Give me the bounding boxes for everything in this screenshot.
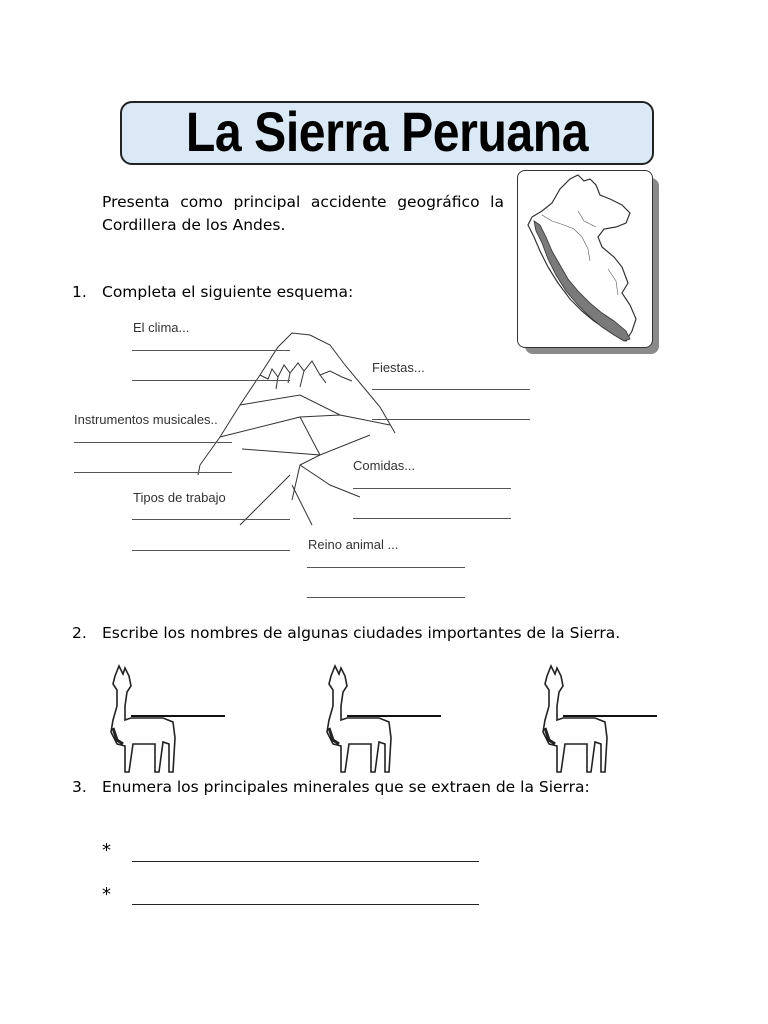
llama-icon: [535, 662, 660, 777]
label-comidas: Comidas...: [353, 458, 416, 473]
peru-map-frame: [517, 170, 653, 348]
question-number: 2.: [72, 624, 87, 642]
answer-line[interactable]: [132, 350, 290, 351]
answer-line[interactable]: [132, 380, 290, 381]
bullet: *: [102, 840, 111, 861]
question-text: Escribe los nombres de algunas ciudades importantes de la Sierra.: [102, 624, 621, 642]
answer-line[interactable]: [307, 567, 465, 568]
page-title: La Sierra Peruana: [185, 100, 589, 163]
label-trabajo: Tipos de trabajo: [133, 490, 226, 505]
bullet: *: [102, 884, 111, 905]
answer-line[interactable]: [353, 488, 511, 489]
answer-line[interactable]: [372, 419, 530, 420]
label-clima: El clima...: [133, 320, 190, 335]
answer-line[interactable]: [74, 442, 232, 443]
question-number: 3.: [72, 778, 87, 796]
mineral-answer-line[interactable]: [132, 861, 479, 862]
answer-line[interactable]: [307, 597, 465, 598]
llama-icon: [319, 662, 444, 777]
mineral-answer-line[interactable]: [132, 904, 479, 905]
peru-map-icon: [518, 171, 651, 346]
answer-line[interactable]: [372, 389, 530, 390]
answer-line[interactable]: [132, 550, 290, 551]
intro-text: Presenta como principal accidente geográfico la Cordillera de los Andes.: [102, 193, 504, 234]
question-text: Completa el siguiente esquema:: [102, 283, 354, 301]
answer-line[interactable]: [132, 519, 290, 520]
answer-line[interactable]: [74, 472, 232, 473]
llama-icon: [103, 662, 228, 777]
label-fiestas: Fiestas...: [372, 360, 425, 375]
label-instrumentos: Instrumentos musicales..: [74, 412, 218, 427]
question-text: Enumera los principales minerales que se extraen de la Sierra:: [102, 778, 590, 796]
answer-line[interactable]: [353, 518, 511, 519]
question-number: 1.: [72, 283, 87, 301]
label-reino: Reino animal ...: [308, 537, 399, 552]
